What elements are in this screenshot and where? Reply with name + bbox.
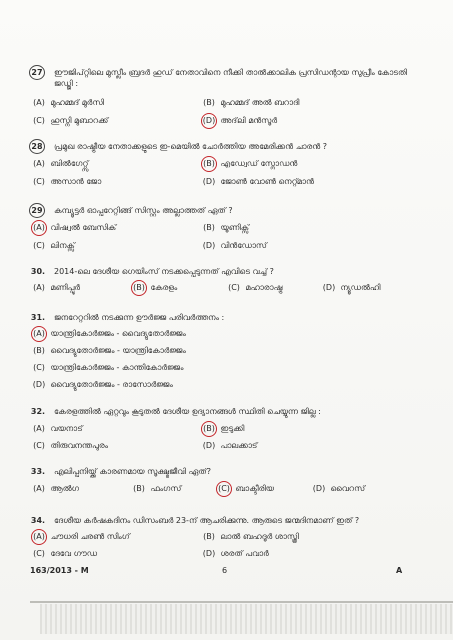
option-c[interactable]	[30, 548, 97, 560]
option-b[interactable]	[200, 222, 249, 234]
option-text: വിൻഡോസ്	[220, 241, 267, 250]
option-text: പാലക്കാട്	[220, 441, 258, 450]
option-label: (D)	[202, 549, 216, 558]
option-b[interactable]	[130, 282, 177, 294]
question-number: 34.	[30, 516, 46, 525]
option-c[interactable]	[30, 176, 101, 188]
option-d[interactable]	[200, 548, 269, 560]
option-label: (C)	[228, 283, 240, 292]
paper-code: 163/2013 - M	[30, 566, 89, 575]
option-label: (B)	[33, 346, 45, 355]
option-label: (C)	[33, 116, 45, 125]
option-a[interactable]	[30, 158, 88, 170]
option-label: (D)	[200, 115, 218, 127]
option-label: (A)	[30, 328, 48, 340]
option-label: (C)	[33, 363, 45, 372]
option-label: (B)	[203, 98, 215, 107]
option-c[interactable]	[30, 362, 183, 374]
option-text: ബാക്ടീരിയ	[235, 484, 274, 493]
option-b[interactable]	[30, 345, 186, 357]
option-label: (A)	[33, 98, 45, 107]
option-a[interactable]	[30, 423, 83, 435]
option-label: (D)	[322, 283, 336, 292]
option-d[interactable]	[320, 282, 381, 294]
option-c[interactable]	[30, 115, 108, 127]
option-d[interactable]	[200, 115, 277, 127]
option-label: (D)	[202, 177, 216, 186]
option-text: ആൽഗ	[50, 484, 79, 493]
option-b[interactable]	[130, 483, 181, 495]
option-label: (B)	[130, 282, 148, 294]
option-b[interactable]	[200, 423, 244, 435]
scan-edge-line	[30, 601, 453, 603]
option-text: വൈറസ്	[330, 484, 366, 493]
option-c[interactable]	[30, 440, 108, 452]
option-text: ജോൺ വോൺ നെറ്റ്മാൻ	[220, 177, 314, 186]
option-text: വയനാട്	[50, 424, 83, 433]
question-text: ഈജിപ്റ്റിലെ മുസ്ലീം ബ്രദർ ഹുഡ് നേതാവിനെ നീക്കി താൽക്കാലിക പ്രസിഡന്റായ സുപ്രീം കോടതി ജഡ്ജി :	[54, 68, 408, 88]
option-text: വൈദ്യുതോർജ്ജം - യാന്ത്രികോർജ്ജം	[50, 346, 186, 355]
option-b[interactable]	[200, 97, 299, 109]
option-text: ശരത് പവാർ	[220, 549, 269, 558]
question-text: ദേശീയ കർഷകദിനം ഡിസംബർ 23-ന് ആചരിക്കുന്നു. ആരുടെ ജന്മദിനമാണ് ഇത് ?	[54, 516, 360, 525]
question-number: 30.	[30, 267, 46, 276]
series-label: A	[396, 566, 403, 575]
option-label: (B)	[133, 484, 145, 493]
option-text: എഡ്വേഡ് സ്നോഡൻ	[220, 159, 298, 168]
option-d[interactable]	[200, 176, 314, 188]
option-a[interactable]	[30, 483, 79, 495]
option-label: (C)	[33, 549, 45, 558]
option-label: (A)	[30, 531, 48, 543]
option-label: (C)	[33, 441, 45, 450]
option-label: (D)	[312, 484, 326, 493]
question-text: കമ്പ്യൂട്ടർ ഓപ്പറേറ്റിങ്ങ് സിസ്റ്റം അല്ലാത്തത് ഏത് ?	[54, 206, 233, 215]
option-text: വൈദ്യുതോർജ്ജം - രാസോർജ്ജം	[50, 380, 173, 389]
question-text: ജനറേറ്ററിൽ നടക്കുന്ന ഊർജ്ജ പരിവർത്തനം :	[54, 313, 225, 322]
option-label: (B)	[203, 223, 215, 232]
option-label: (A)	[33, 283, 45, 292]
option-label: (B)	[200, 423, 218, 435]
option-label: (D)	[32, 380, 46, 389]
question-number: 32.	[30, 407, 46, 416]
question-number: 28	[29, 139, 45, 154]
option-text: ബിൽഗേറ്റ്സ്	[50, 159, 89, 168]
option-label: (D)	[202, 441, 216, 450]
option-b[interactable]	[200, 158, 297, 170]
option-label: (A)	[33, 424, 45, 433]
option-text: അസാൻ ജോ	[50, 177, 102, 186]
option-label: (B)	[200, 158, 218, 170]
option-d[interactable]	[310, 483, 365, 495]
option-d[interactable]	[30, 379, 173, 391]
option-label: (B)	[203, 532, 215, 541]
option-text: യൂണിക്സ്	[220, 223, 250, 232]
option-text: ന്യൂഡൽഹി	[340, 283, 381, 292]
option-text: അദ്‌ലി മൻസൂർ	[220, 116, 278, 125]
option-text: മുഹമ്മദ് മുർസി	[50, 98, 104, 107]
option-label: (C)	[33, 241, 45, 250]
option-d[interactable]	[200, 440, 257, 452]
option-a[interactable]	[30, 222, 116, 234]
scan-edge-shadow	[40, 604, 453, 634]
option-text: യാന്ത്രികോർജ്ജം - കാന്തികോർജ്ജം	[50, 363, 184, 372]
option-label: (D)	[202, 241, 216, 250]
option-c[interactable]	[215, 483, 274, 495]
question-number: 27	[29, 65, 45, 80]
option-text: തിരുവനന്തപുരം	[50, 441, 108, 450]
option-a[interactable]	[30, 282, 80, 294]
option-text: ഫംഗസ്	[150, 484, 182, 493]
option-text: ദേവേ ഗൗഡ	[50, 549, 98, 558]
option-text: ചൗധരി ചരൺ സിംഗ്	[50, 532, 130, 541]
option-text: വിഷ്വൽ ബേസിക്	[50, 223, 117, 232]
option-text: ഇടുക്കി	[220, 424, 245, 433]
option-a[interactable]	[30, 531, 130, 543]
option-label: (A)	[33, 484, 45, 493]
option-label: (C)	[33, 177, 45, 186]
option-a[interactable]	[30, 328, 186, 340]
option-text: മുഹമ്മദ് അൽ ബറാദി	[220, 98, 300, 107]
option-d[interactable]	[200, 240, 267, 252]
option-b[interactable]	[200, 531, 299, 543]
option-label: (A)	[30, 222, 48, 234]
question-text: പ്രമുഖ രാഷ്ട്രീയ നേതാക്കളുടെ ഇ-മെയിൽ ചോർത്തിയ അമേരിക്കൻ ചാരൻ ?	[54, 142, 328, 151]
option-text: ലാൽ ബഹദൂർ ശാസ്ത്രി	[220, 532, 299, 541]
page-number: 6	[222, 566, 228, 575]
option-text: ഹുസ്നി മുബാറക്ക്	[50, 116, 109, 125]
option-text: മണിപ്പൂർ	[50, 283, 81, 292]
question-number: 31.	[30, 313, 46, 322]
question-text: കേരളത്തിൽ ഏറ്റവും കൂടുതൽ ദേശീയ ഉദ്യാനങ്ങൾ സ്ഥിതി ചെയ്യുന്ന ജില്ല :	[54, 407, 321, 416]
option-a[interactable]	[30, 97, 104, 109]
option-text: മഹാരാഷ്ട്ര	[245, 283, 283, 292]
option-c[interactable]	[225, 282, 282, 294]
option-label: (C)	[215, 483, 233, 495]
question-number: 29	[29, 203, 45, 218]
question-text: എലിപ്പനിയ്ക്ക് കാരണമായ സൂക്ഷ്മജീവി ഏത്?	[54, 467, 211, 476]
question-text: 2014-ലെ ദേശീയ ഗെയിംസ് നടക്കപ്പെടുന്നത് എവിടെ വച്ച് ?	[54, 267, 274, 276]
option-text: കേരളം	[150, 283, 178, 292]
question-number: 33.	[30, 467, 46, 476]
option-text: ലിനക്സ്	[50, 241, 75, 250]
option-c[interactable]	[30, 240, 75, 252]
option-text: യാന്ത്രികോർജ്ജം - വൈദ്യുതോർജ്ജം	[50, 329, 186, 338]
option-label: (A)	[33, 159, 45, 168]
